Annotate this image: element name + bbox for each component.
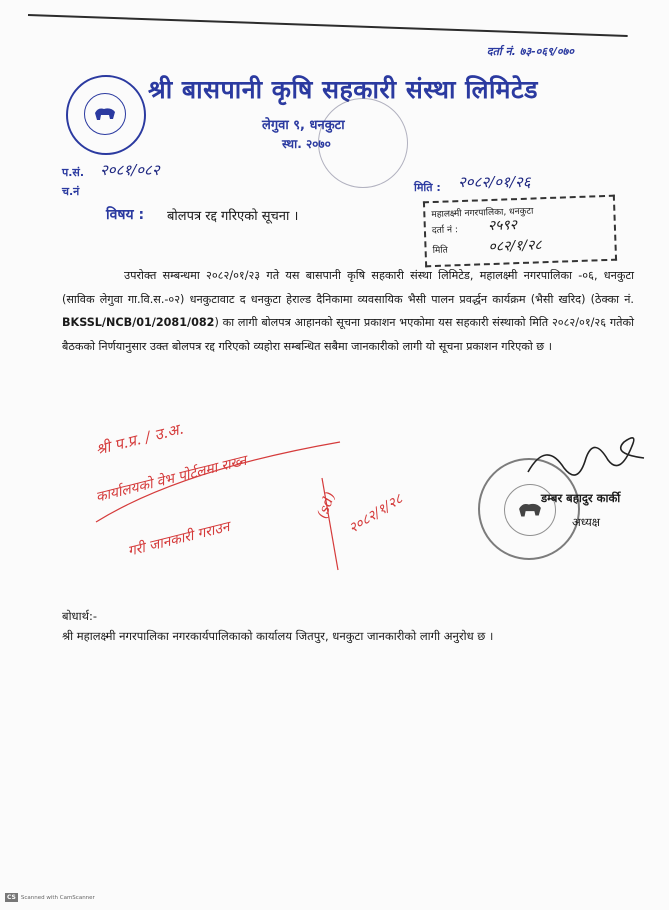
notice-body: उपरोक्त सम्बन्धमा २०८२/०१/२३ गते यस बासपानी कृषि सहकारी संस्था लिमिटेड, महालक्ष्मी नगरपालिका -०६, धनकुटा (साविक लेगुवा गा.वि.स.-०२) धनकुटावाट द धनकुटा हेराल्ड दैनिकामा व्यवसायिक भैसी पालन प्रवर्द्धन कार्यक्रम (भैसी खरिद) (ठेक्का नं. BKSSL/NCB/01/2081/082) का लागी बोलपत्र आहानको सूचना प्रकाशन भएकोमा यस सहकारी संस्थाको मिति २०८२/०१/२६ गतेको बैठकको निर्णयानुसार उक्त बोलपत्र रद्द गरिएको व्यहोरा सम्बन्धित सबैमा जानकारीको लागी यो सूचना प्रकाशन गरिएको छ । (62, 269, 634, 353)
registration-number: दर्ता नं. ७३-०६९/०७० (486, 45, 574, 58)
top-rule (28, 14, 628, 37)
dispatch-label: च.नं (62, 185, 80, 198)
ref-value: २०८१/०८२ (100, 161, 160, 179)
red-note-line3: गरी जानकारी गराउन (126, 518, 232, 560)
red-note-date: २०८२/१/२८ (346, 491, 406, 537)
contract-number: BKSSL/NCB/01/2081/082 (62, 316, 215, 329)
signatory-title: अध्यक्ष (572, 515, 601, 529)
cooperative-logo (66, 75, 146, 155)
red-note-line1: श्री प.प्र. / उ.अ. (93, 419, 186, 459)
red-note-line2: कार्यालयको वेभ पोर्टलमा राख्न (94, 452, 249, 506)
red-underline (90, 430, 350, 590)
stamp-date-label: मिति (432, 245, 448, 257)
date-label: मिति : (414, 181, 441, 194)
red-initials: (sd) (314, 489, 339, 521)
faint-seal (318, 98, 408, 188)
stamp-dartaa-label: दर्ता नं : (431, 225, 459, 237)
subject-label: विषय : (106, 207, 145, 223)
cc-label: बोधार्थ:- (62, 609, 97, 623)
stamp-office: महालक्ष्मी नगरपालिका, धनकुटा (431, 206, 534, 221)
chairman-signature (520, 428, 650, 488)
signatory-name: डम्बर बहादुर कार्की (541, 491, 621, 505)
organization-address: लेगुवा ९, धनकुटा (262, 118, 345, 133)
scanner-watermark: CS Scanned with CamScanner (7, 894, 95, 901)
stamp-date-value: ०८२/१/२८ (488, 237, 542, 256)
buffalo-icon (92, 103, 118, 125)
ref-label: प.सं. (62, 166, 85, 179)
received-stamp (423, 195, 617, 268)
stamp-dartaa-value: २५९२ (487, 217, 518, 235)
date-value: २०८२/०१/२६ (458, 173, 531, 191)
camscanner-icon: CS (7, 894, 16, 901)
established-year: स्था. २०७० (282, 137, 331, 151)
cc-text: श्री महालक्ष्मी नगरपालिका नगरकार्यपालिकाको कार्यालय जितपुर, धनकुटा जानकारीको लागी अनुरोध छ । (62, 629, 494, 643)
organization-name: श्री बासपानी कृषि सहकारी संस्था लिमिटेड (148, 75, 538, 104)
subject-text: बोलपत्र रद्द गरिएको सूचना । (167, 209, 299, 224)
